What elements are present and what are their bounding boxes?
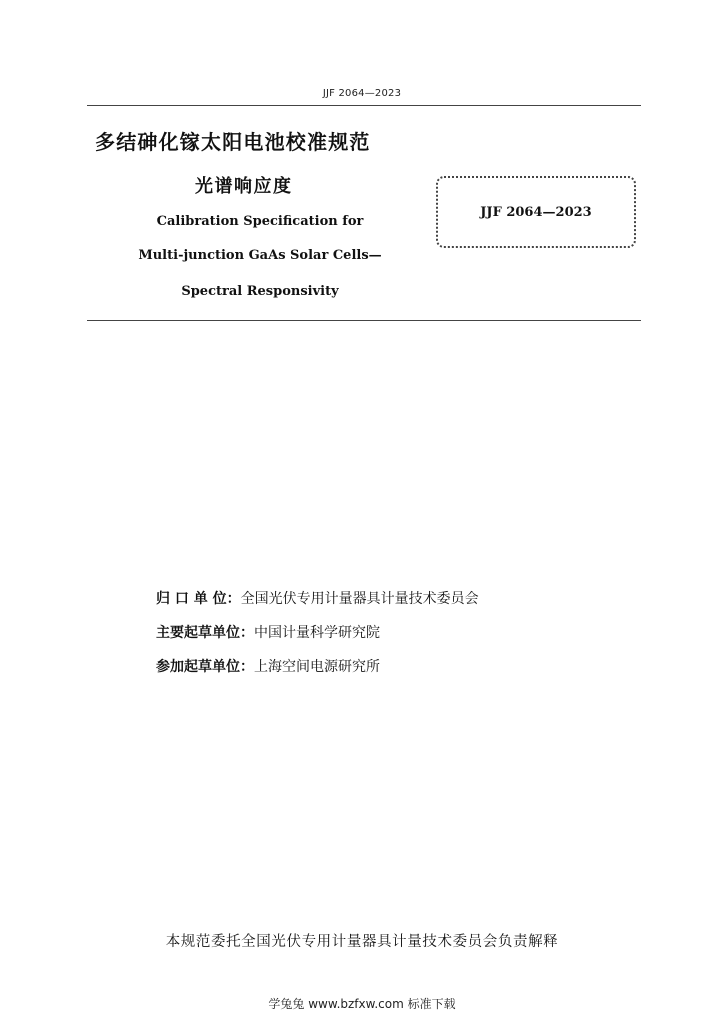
document-title-en-line1: Calibration Specification for <box>156 214 364 229</box>
info-label-participating-drafting-unit: 参加起草单位： <box>156 659 254 675</box>
document-title-en-line2: Multi-junction GaAs Solar Cells— <box>138 248 382 263</box>
header-divider <box>87 105 641 106</box>
info-label-main-drafting-unit: 主要起草单位： <box>156 625 254 641</box>
download-watermark: 学兔兔 www.bzfxw.com 标准下载 <box>268 997 456 1011</box>
interpretation-note: 本规范委托全国光伏专用计量器具计量技术委员会负责解释 <box>165 934 559 950</box>
document-title-zh: 多结砷化镓太阳电池校准规范 <box>95 130 371 154</box>
info-row-main-drafting-unit <box>156 622 380 642</box>
title-divider <box>87 320 641 321</box>
info-value-main-drafting-unit: 中国计量科学研究院 <box>254 625 380 641</box>
standard-code-box-text: JJF 2064—2023 <box>480 205 592 220</box>
document-title-en-line3: Spectral Responsivity <box>181 284 339 299</box>
header-standard-code: JJF 2064—2023 <box>322 88 402 99</box>
info-label-centralized-unit: 归 口 单 位： <box>156 591 241 607</box>
document-subtitle-zh: 光谱响应度 <box>195 176 293 197</box>
info-value-centralized-unit: 全国光伏专用计量器具计量技术委员会 <box>240 591 479 607</box>
info-row-participating-drafting-unit <box>156 656 380 676</box>
info-value-participating-drafting-unit: 上海空间电源研究所 <box>254 659 380 675</box>
info-row-centralized-unit <box>156 588 479 608</box>
